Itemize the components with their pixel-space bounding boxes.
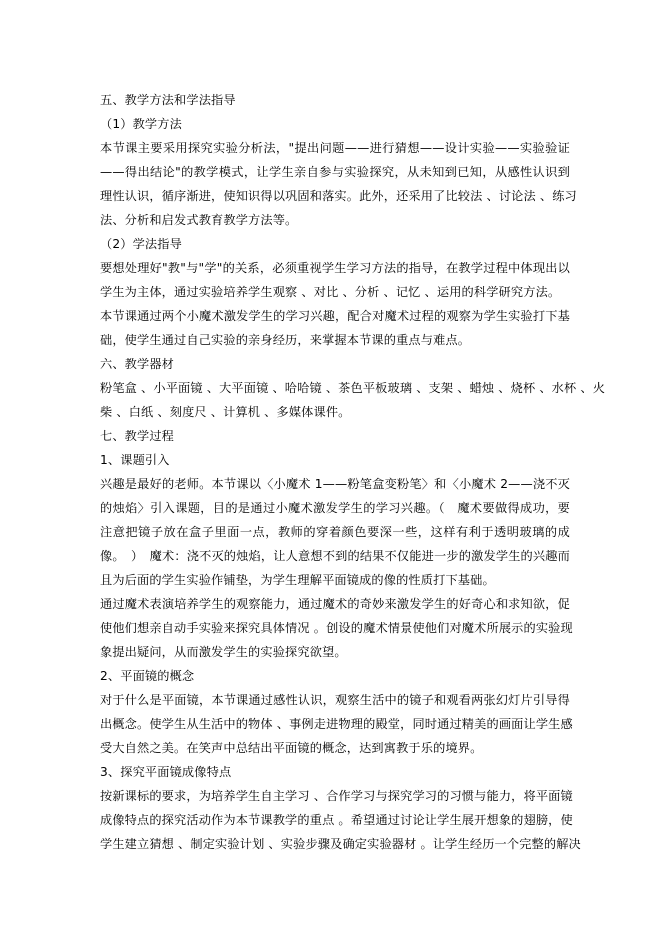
paragraph-line: 成像特点的探究活动作为本节课教学的重点 。希望通过讨论让学生展开想象的翅膀，使 (100, 813, 573, 827)
paragraph-line: 且为后面的学生实验作铺垫，为学生理解平面镜成的像的性质打下基础。 (100, 573, 495, 587)
subheading-topic-intro: 1、课题引入 (100, 453, 170, 467)
paragraph-line: 兴趣是最好的老师。本节课以〈小魔术 1——粉笔盒变粉笔〉和〈小魔术 2——浇不灭 (100, 477, 570, 491)
paragraph-line: 注意把镜子放在盒子里面一点，教师的穿着颜色要深一些，这样有利于透明玻璃的成 (100, 525, 570, 539)
paragraph-line: 理性认识，循序渐进，使知识得以巩固和落实。此外，还采用了比较法 、讨论法 、练习 (100, 189, 577, 203)
subheading-plane-mirror-concept: 2、平面镜的概念 (100, 669, 195, 683)
paragraph-line: 本节课通过两个小魔术激发学生的学习兴趣，配合对魔术过程的观察为学生实验打下基 (100, 309, 570, 323)
paragraph-line: 通过魔术表演培养学生的观察能力，通过魔术的奇妙来激发学生的好奇心和求知欲，促 (100, 597, 570, 611)
paragraph-line: 础，使学生通过自己实验的亲身经历，来掌握本节课的重点与难点。 (100, 333, 471, 347)
heading-teaching-methods: 五、教学方法和学法指导 (100, 93, 236, 107)
subheading-learning-guidance: （2）学法指导 (100, 237, 182, 251)
paragraph-line: 使他们想亲自动手实验来探究具体情况 。创设的魔术情景使他们对魔术所展示的实验现 (100, 621, 573, 635)
paragraph-line: 本节课主要采用探究实验分析法，"提出问题——进行猜想——设计实验——实验验证 (100, 141, 570, 155)
paragraph-line: 按新课标的要求，为培养学生自主学习 、合作学习与探究学习的习惯与能力，将平面镜 (100, 789, 573, 803)
paragraph-line: 像。 ） 魔术：浇不灭的烛焰，让人意想不到的结果不仅能进一步的激发学生的兴趣而 (100, 549, 570, 563)
paragraph-line: 的烛焰〉引入课题，目的是通过小魔术激发学生的学习兴趣。（ 魔术要做得成功，要 (100, 501, 570, 515)
paragraph-line: 象提出疑问，从而激发学生的实验探究欲望。 (100, 645, 347, 659)
subheading-mirror-imaging: 3、探究平面镜成像特点 (100, 765, 232, 779)
paragraph-line: 粉笔盒 、小平面镜 、大平面镜 、哈哈镜 、茶色平板玻璃 、支架 、蜡烛 、烧杯 、水杯 、火 (100, 381, 606, 395)
paragraph-line: 出概念。使学生从生活中的物体 、事例走进物理的殿堂，同时通过精美的画面让学生感 (100, 717, 573, 731)
paragraph-line: 对于什么是平面镜，本节课通过感性认识，观察生活中的镜子和观看两张幻灯片引导得 (100, 693, 570, 707)
heading-teaching-equipment: 六、教学器材 (100, 357, 175, 371)
paragraph-line: 要想处理好"教"与"学"的关系，必须重视学生学习方法的指导，在教学过程中体现出以 (100, 261, 570, 275)
paragraph-line: 学生建立猜想 、制定实验计划 、实验步骤及确定实验器材 。让学生经历一个完整的解决 (100, 837, 581, 851)
paragraph-line: 柴 、白纸 、刻度尺 、计算机 、多媒体课件。 (100, 405, 351, 419)
paragraph-line: 学生为主体，通过实验培养学生观察 、对比 、分析 、记忆 、运用的科学研究方法。 (100, 285, 561, 299)
paragraph-line: 受大自然之美。在笑声中总结出平面镜的概念，达到寓教于乐的境界。 (100, 741, 483, 755)
heading-teaching-process: 七、教学过程 (100, 429, 175, 443)
paragraph-line: 法、分析和启发式教育教学方法等。 (100, 213, 298, 227)
subheading-teaching-method: （1）教学方法 (100, 117, 182, 131)
paragraph-line: ——得出结论"的教学模式，让学生亲自参与实验探究，从未知到已知，从感性认识到 (100, 165, 570, 179)
